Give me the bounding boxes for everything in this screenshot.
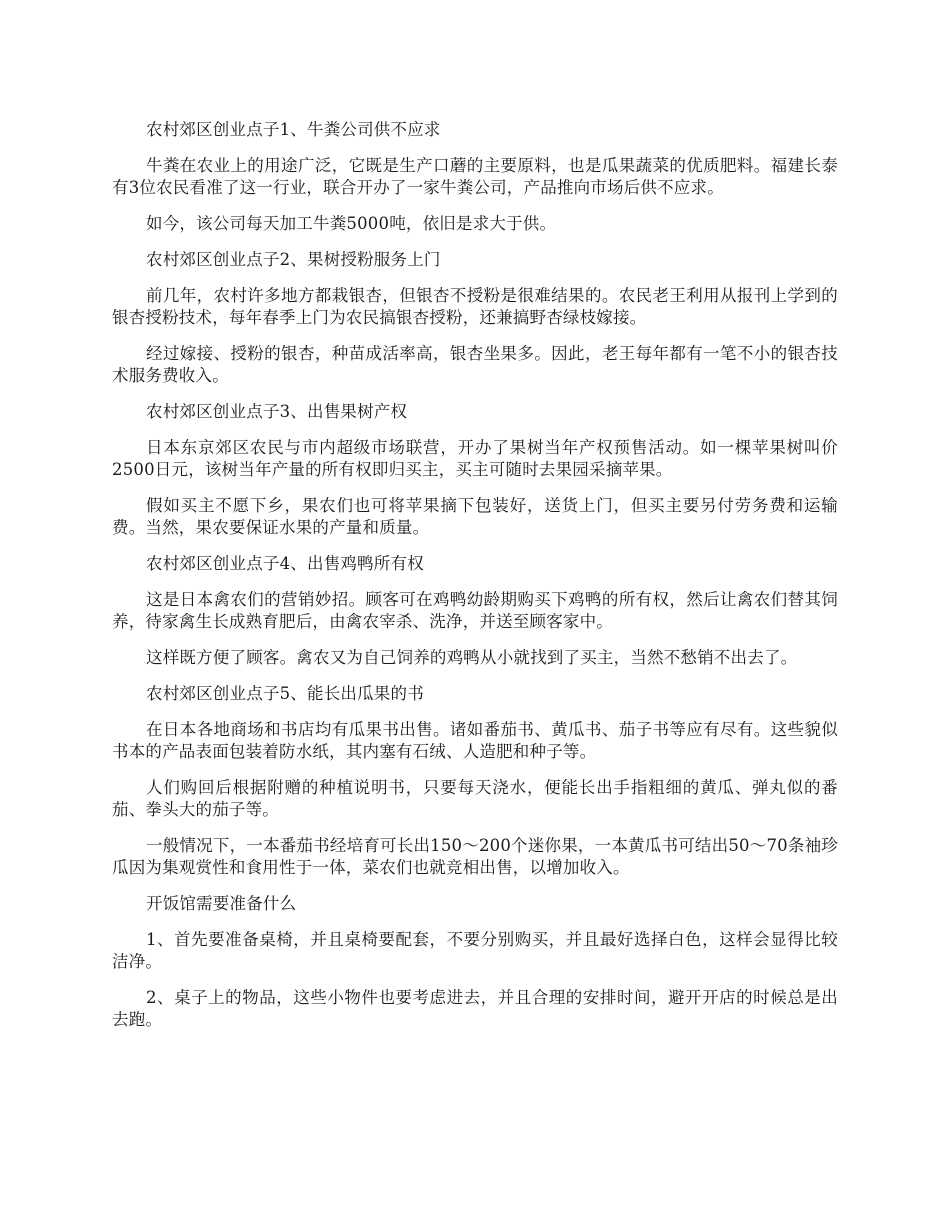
paragraph: 这样既方便了顾客。禽农又为自己饲养的鸡鸭从小就找到了买主，当然不愁销不出去了。 — [146, 648, 798, 667]
section-heading-4: 农村郊区创业点子4、出售鸡鸭所有权 — [146, 554, 424, 573]
paragraph: 这是日本禽农们的营销妙招。顾客可在鸡鸭幼龄期购买下鸡鸭的所有权，然后让禽农们替其饲养，待家禽生长成熟育肥后，由禽农宰杀、洗净，并送至顾客家中。 — [112, 590, 838, 631]
paragraph: 一般情况下，一本番茄书经培育可长出150～200个迷你果，一本黄瓜书可结出50～70条袖珍瓜因为集观赏性和食用性于一体，菜农们也就竞相出售，以增加收入。 — [112, 836, 838, 877]
paragraph: 经过嫁接、授粉的银杏，种苗成活率高，银杏坐果多。因此，老王每年都有一笔不小的银杏技术服务费收入。 — [112, 344, 838, 385]
section-heading-1: 农村郊区创业点子1、牛粪公司供不应求 — [146, 120, 441, 139]
paragraph: 人们购回后根据附赠的种植说明书，只要每天浇水，便能长出手指粗细的黄瓜、弹丸似的番茄、拳头大的茄子等。 — [112, 778, 838, 819]
document-page — [112, 119, 838, 1045]
paragraph: 前几年，农村许多地方都栽银杏，但银杏不授粉是很难结果的。农民老王利用从报刊上学到的银杏授粉技术，每年春季上门为农民搞银杏授粉，还兼搞野杏绿枝嫁接。 — [112, 286, 838, 327]
section-heading-3: 农村郊区创业点子3、出售果树产权 — [146, 402, 408, 421]
section-heading-5: 农村郊区创业点子5、能长出瓜果的书 — [146, 684, 424, 703]
paragraph: 在日本各地商场和书店均有瓜果书出售。诸如番茄书、黄瓜书、茄子书等应有尽有。这些貌似书本的产品表面包装着防水纸，其内塞有石绒、人造肥和种子等。 — [112, 720, 838, 761]
paragraph: 如今，该公司每天加工牛粪5000吨，依旧是求大于供。 — [146, 214, 557, 233]
paragraph: 日本东京郊区农民与市内超级市场联营，开办了果树当年产权预售活动。如一棵苹果树叫价2500日元，该树当年产量的所有权即归买主，买主可随时去果园采摘苹果。 — [112, 438, 838, 479]
section-heading-2: 农村郊区创业点子2、果树授粉服务上门 — [146, 250, 441, 269]
paragraph: 1、首先要准备桌椅，并且桌椅要配套，不要分别购买，并且最好选择白色，这样会显得比较洁净。 — [112, 930, 838, 971]
section-heading-6: 开饭馆需要准备什么 — [146, 894, 297, 913]
paragraph: 2、桌子上的物品，这些小物件也要考虑进去，并且合理的安排时间，避开开店的时候总是出去跑。 — [112, 988, 838, 1029]
paragraph: 假如买主不愿下乡，果农们也可将苹果摘下包装好，送货上门，但买主要另付劳务费和运输费。当然，果农要保证水果的产量和质量。 — [112, 496, 838, 537]
paragraph: 牛粪在农业上的用途广泛，它既是生产口蘑的主要原料，也是瓜果蔬菜的优质肥料。福建长泰有3位农民看准了这一行业，联合开办了一家牛粪公司，产品推向市场后供不应求。 — [112, 156, 838, 197]
